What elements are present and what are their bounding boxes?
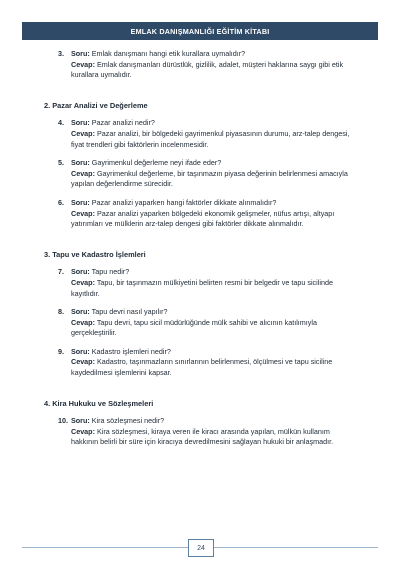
section-heading: 4. Kira Hukuku ve Sözleşmeleri: [44, 398, 154, 408]
answer-text: Kadastro, taşınmazların sınırlarının belirlenmesi, ölçülmesi ve tapu siciline kaydedilmesi işlemlerini kapsar.: [71, 357, 333, 378]
question-line: [71, 307, 358, 318]
answer-text: Tapu devri, tapu sicil müdürlüğünde mülk sahibi ve alıcının katılımıyla gerçekleştirilir.: [71, 317, 317, 338]
question-text: Kadastro işlemleri nedir?: [91, 346, 171, 356]
question-line: [71, 118, 358, 129]
answer-text: Kira sözleşmesi, kiraya veren ile kiracı arasında yapılan, mülkün kullanım hakkının belirli bir süre için kiracıya devredilmesini sağlayan hukuki bir anlaşmadır.: [71, 426, 334, 447]
question-label: Soru:: [71, 267, 90, 277]
question-label: Soru:: [71, 197, 90, 207]
answer-label: Cevap:: [71, 317, 95, 327]
answer-text: Gayrimenkul değerleme, bir taşınmazın piyasa değerinin belirlenmesi amacıyla yapılan değerlendirme sürecidir.: [71, 168, 348, 189]
question-label: Soru:: [71, 307, 90, 317]
answer-label: Cevap:: [71, 59, 95, 69]
question-line: [71, 416, 358, 427]
answer-label: Cevap:: [71, 168, 95, 178]
section-heading: 2. Pazar Analizi ve Değerleme: [44, 100, 148, 110]
answer-line: [71, 278, 358, 299]
question-text: Emlak danışmanı hangi etik kurallara uymalıdır?: [91, 49, 246, 58]
answer-label: Cevap:: [71, 128, 95, 138]
question-number: 4.: [58, 118, 64, 128]
answer-text: Pazar analizi, bir bölgedeki gayrimenkul piyasasının durumu, arz-talep dengesi, fiyat trendleri gibi faktörlerin incelenmesidir.: [71, 128, 350, 149]
question-line: [71, 158, 358, 169]
question-number: 8.: [58, 307, 64, 317]
answer-line: [71, 427, 358, 448]
answer-label: Cevap:: [71, 208, 95, 218]
answer-label: Cevap:: [71, 277, 95, 287]
answer-line: [71, 357, 358, 378]
page-number-box: [188, 539, 214, 557]
question-line: [71, 198, 358, 209]
answer-line: [71, 60, 358, 81]
qa-item: [58, 307, 358, 339]
qa-item: [58, 416, 358, 448]
question-text: Pazar analizi yaparken hangi faktörler dikkate alınmalıdır?: [91, 197, 277, 207]
question-line: [71, 267, 358, 278]
answer-label: Cevap:: [71, 357, 95, 367]
qa-item: [58, 49, 358, 81]
answer-line: [71, 129, 358, 150]
question-text: Gayrimenkul değerleme neyi ifade eder?: [91, 158, 222, 168]
answer-label: Cevap:: [71, 426, 95, 436]
question-number: 10.: [58, 416, 68, 426]
answer-line: [71, 318, 358, 339]
question-number: 6.: [58, 197, 64, 207]
answer-line: [71, 209, 358, 230]
answer-text: Emlak danışmanları dürüstlük, gizlilik, adalet, müşteri haklarına saygı gibi etik kurallara uymalıdır.: [71, 59, 344, 80]
question-label: Soru:: [71, 416, 90, 426]
question-label: Soru:: [71, 49, 90, 58]
page-content: [44, 49, 358, 456]
question-line: [71, 49, 358, 60]
qa-item: [58, 158, 358, 190]
question-label: Soru:: [71, 346, 90, 356]
answer-text: Pazar analizi yaparken bölgedeki ekonomik gelişmeler, nüfus artışı, altyapı yatırımları ve mülklerin arz-talep dengesi gibi faktörler dikkate alınmalıdır.: [71, 208, 335, 229]
page-header: [22, 22, 378, 40]
question-text: Pazar analizi nedir?: [91, 118, 155, 128]
answer-line: [71, 169, 358, 190]
question-label: Soru:: [71, 118, 90, 128]
question-label: Soru:: [71, 158, 90, 168]
question-number: 9.: [58, 346, 64, 356]
qa-item: [58, 198, 358, 230]
question-number: 5.: [58, 158, 64, 168]
qa-item: [58, 267, 358, 299]
qa-item: [58, 347, 358, 379]
question-text: Tapu nedir?: [91, 267, 130, 277]
question-number: 7.: [58, 267, 64, 277]
question-line: [71, 347, 358, 358]
section-heading: 3. Tapu ve Kadastro İşlemleri: [44, 249, 146, 259]
question-number: 3.: [58, 49, 64, 58]
page-footer: [22, 539, 378, 559]
question-text: Kira sözleşmesi nedir?: [91, 416, 165, 426]
answer-text: Tapu, bir taşınmazın mülkiyetini belirten resmi bir belgedir ve tapu sicilinde kayıtlıdır.: [71, 277, 333, 298]
question-text: Tapu devri nasıl yapılır?: [91, 307, 168, 317]
page-number: 24: [197, 544, 205, 552]
qa-item: [58, 118, 358, 150]
book-title: EMLAK DANIŞMANLIĞI EĞİTİM KİTABI: [130, 26, 270, 36]
